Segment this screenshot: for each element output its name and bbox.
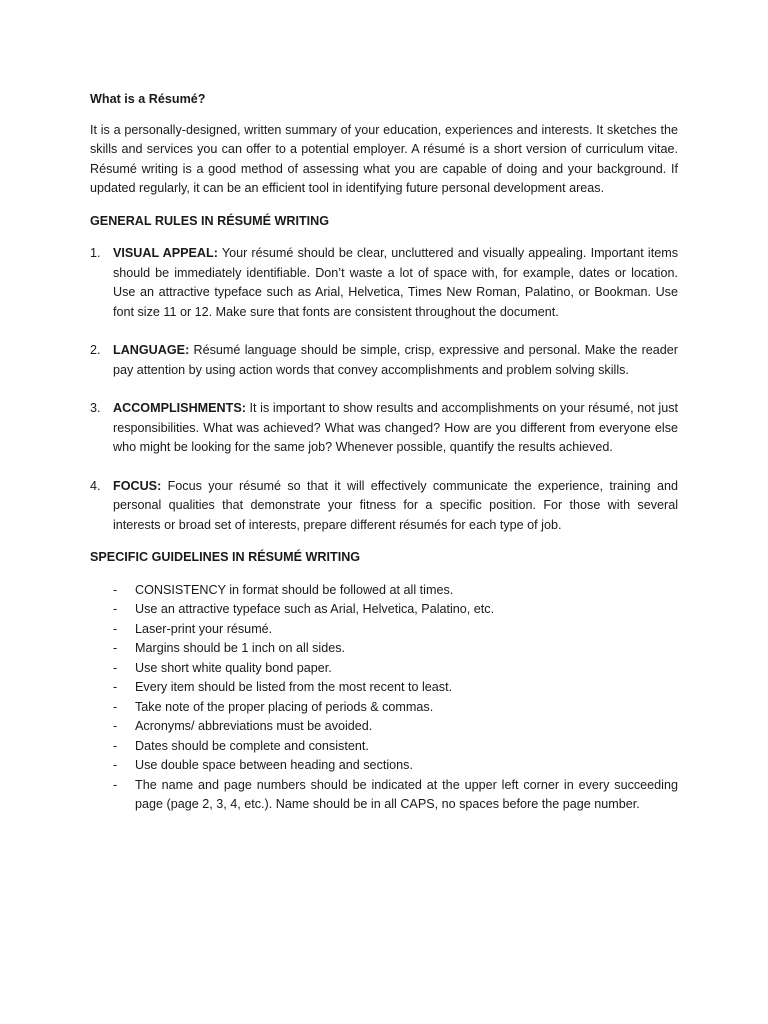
list-item: - Acronyms/ abbreviations must be avoided. <box>90 717 678 737</box>
bullet-dash: - <box>113 641 118 655</box>
rule-text: Your résumé should be clear, uncluttered and visually appealing. Important items should be immediately identifiable. Don’t waste a lot of space with, for example, dates or location. Use an attractive typeface such as Arial, Helvetica, Times New Roman, Palatino, or Bookman. Use font size 11 or 12. Make sure that fonts are consistent throughout the document. <box>113 246 678 319</box>
list-item: - The name and page numbers should be indicated at the upper left corner in every succeeding page (page 2, 3, 4, etc.). Name should be in all CAPS, no spaces before the page number. <box>113 777 678 811</box>
list-item: - Take note of the proper placing of periods & commas. <box>90 698 678 718</box>
rule-item <box>90 477 678 536</box>
page-title: What is a Résumé? <box>90 92 206 106</box>
list-item: - Use an attractive typeface such as Arial, Helvetica, Palatino, etc. <box>90 600 678 620</box>
list-item: - Dates should be complete and consistent. <box>90 737 678 757</box>
bullet-dash: - <box>113 680 118 694</box>
rule-text: Résumé language should be simple, crisp, expressive and personal. Make the reader pay attention by using action words that convey accomplishments and problem solving skills. <box>113 343 678 377</box>
bullet-dash: - <box>113 602 118 616</box>
list-item: - CONSISTENCY in format should be followed at all times. <box>90 581 678 601</box>
bullet-dash: - <box>113 621 118 636</box>
bullet-dash: - <box>113 719 118 733</box>
rule-label: VISUAL APPEAL: <box>113 246 218 260</box>
document-page <box>90 90 678 815</box>
list-item: - Use double space between heading and sections. <box>90 756 678 776</box>
rule-label: LANGUAGE: <box>113 343 190 357</box>
bullet-dash: - <box>113 699 118 714</box>
bullet-dash: - <box>113 582 118 597</box>
list-item: - Laser-print your résumé. <box>90 620 678 640</box>
rule-number: 1. <box>90 246 101 260</box>
rule-number: 3. <box>90 401 101 415</box>
general-rules-heading: GENERAL RULES IN RÉSUMÉ WRITING <box>90 213 330 228</box>
rule-text: It is important to show results and accomplishments on your résumé, not just responsibilities. What was achieved? What was changed? How are you different from everyone else who might be looking for the same job? Whenever possible, quantify the results achieved. <box>113 401 678 454</box>
intro-paragraph: It is a personally-designed, written summary of your education, experiences and interests. It sketches the skills and services you can offer to a potential employer. A résumé is a short version of curriculum vitae. Résumé writing is a good method of assessing what you are capable of doing and your background. If updated regularly, it can be an efficient tool in identifying future personal development areas. <box>90 122 678 195</box>
bullet-dash: - <box>113 758 118 772</box>
specific-guidelines-heading: SPECIFIC GUIDELINES IN RÉSUMÉ WRITING <box>90 550 361 564</box>
bullet-dash: - <box>113 738 118 753</box>
rule-text: Focus your résumé so that it will effectively communicate the experience, training and personal qualities that demonstrate your fitness for a specific position. For those with several interests or broad set of interests, prepare different résumés for each type of job. <box>113 478 678 532</box>
guidelines-list <box>90 581 678 815</box>
list-item: - Use short white quality bond paper. <box>90 659 678 679</box>
rule-number: 2. <box>90 343 101 357</box>
rule-number: 4. <box>90 478 101 493</box>
rule-item <box>90 341 678 380</box>
rule-item <box>90 399 678 458</box>
bullet-dash: - <box>113 777 118 792</box>
list-item: - Margins should be 1 inch on all sides. <box>90 639 678 659</box>
rule-label: FOCUS: <box>113 478 162 493</box>
rule-label: ACCOMPLISHMENTS: <box>113 401 246 415</box>
rule-item <box>90 244 678 322</box>
bullet-dash: - <box>113 660 118 675</box>
list-item: - Every item should be listed from the most recent to least. <box>90 678 678 698</box>
